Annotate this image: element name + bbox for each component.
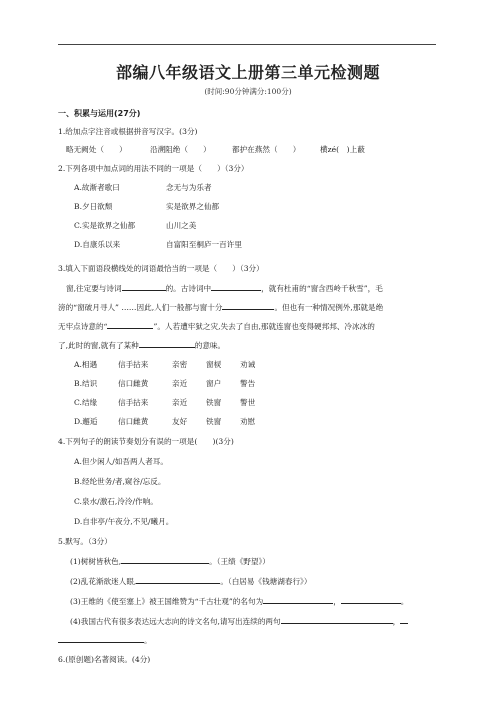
q2-option-pair: 自富阳至桐庐一百许里 (166, 240, 242, 249)
passage-text: ，就有杜甫的“窗含西岭千秋雪”，毛 (261, 284, 383, 293)
q4-option: C.泉水/激石,泠泠/作响。 (74, 497, 158, 506)
answer-blank[interactable] (400, 615, 408, 624)
answer-blank[interactable] (107, 320, 153, 329)
q2-option-pair: 山川之美 (166, 221, 197, 230)
answer-blank[interactable] (341, 595, 401, 604)
q3-option-word: 窗棂 (206, 360, 222, 369)
answer-blank[interactable] (136, 575, 220, 584)
passage-text: ”。人若遭牢狱之灾,失去了自由,那就连窗也变得硬邦邦、冷冰冰的 (153, 322, 375, 331)
q2-option: A.故渐者歌曰 (74, 183, 120, 192)
q3-option-word: 信口雌黄 (118, 379, 149, 388)
q3-option-word: 信手拈来 (118, 360, 149, 369)
punctuation: ， (333, 597, 341, 606)
q3-option-word: 警告 (240, 379, 256, 388)
q5-line (70, 575, 311, 587)
source-text: 。（白居易《钱塘湖春行》） (220, 577, 312, 586)
prompt-text: (2)乱花渐欲迷人眼, (70, 577, 137, 586)
q5-line (70, 595, 408, 607)
q3-option: B.结识 (74, 379, 98, 388)
answer-blank[interactable] (211, 282, 261, 291)
passage-text: 滂的“窗破月寻人” ……因此,人们一般都与窗十分 (58, 303, 223, 312)
header-rule (58, 44, 436, 45)
answer-blank[interactable] (122, 282, 166, 291)
answer-blank[interactable] (222, 301, 274, 310)
q4-option: D.自非亭/午夜分,不见/曦月。 (74, 517, 174, 526)
exam-info: (时间:90分钟满分:100分) (204, 87, 292, 96)
q3-option-word: 劝诫 (240, 360, 256, 369)
q1-item: 沿溯阻绝（ ） (150, 145, 211, 154)
punctuation: ， (392, 617, 401, 626)
q3-option: C.结缘 (74, 398, 98, 407)
passage-text: 的。古诗词中 (165, 284, 212, 293)
q4-option: A.但少闲人/如吾两人者耳。 (74, 457, 168, 466)
q3-passage-line (58, 320, 375, 332)
q3-option-word: 信口雌黄 (118, 417, 149, 426)
answer-blank[interactable] (58, 634, 144, 643)
q2-option: B.夕日欲颓 (74, 202, 113, 211)
punctuation: 。 (144, 636, 152, 645)
prompt-text: (3)王维的《使至塞上》被王国维赞为“千古壮观”的名句为 (70, 597, 264, 606)
q1-item: 略无阙处（ ） (66, 145, 127, 154)
punctuation: 。 (400, 597, 409, 606)
q3-passage-line (58, 339, 225, 351)
q1-stem: 1.给加点字注音或根据拼音写汉字。(3分) (58, 127, 198, 136)
passage-text: 无牢点诗意的“ (58, 322, 108, 331)
q2-option: D.自康乐以来 (74, 240, 121, 249)
passage-text: 。但也有一种情况例外,那就是绝 (274, 303, 384, 312)
q3-passage-line (58, 301, 383, 313)
q3-option: D.邂逅 (74, 417, 98, 426)
q4-stem: 4.下列句子的朗读节奏划分有误的一项是( )(3分) (58, 437, 234, 446)
q2-stem: 2.下列各项中加点词的用法不同的一项是（ ）（3分） (58, 164, 249, 173)
passage-text: 窗,往定要与诗词 (66, 284, 122, 293)
q3-option-word: 警世 (240, 398, 256, 407)
q3-passage-line (66, 282, 383, 294)
source-text: 。（王绩《野望》） (209, 557, 270, 566)
q4-option: B.经纶世务/者,窥谷/忘反。 (74, 477, 166, 486)
page-title: 部编八年级语文上册第三单元检测题 (115, 63, 380, 82)
prompt-text: (1)树树皆秋色, (70, 557, 122, 566)
q2-option-pair: 念无与为乐者 (166, 183, 212, 192)
answer-blank[interactable] (281, 615, 393, 624)
passage-text: 了,此时的窗,就有了某种 (58, 341, 139, 350)
section-heading: 一、积累与运用(27分) (58, 109, 141, 118)
passage-text: 的意味。 (194, 341, 226, 350)
q5-line (58, 634, 152, 646)
q3-option-word: 铁窗 (206, 417, 222, 426)
q5-line (70, 555, 270, 567)
q3-option-word: 铁窗 (206, 398, 222, 407)
q5-stem: 5.默写。（3分） (58, 537, 112, 546)
q1-item: 横zé( )上蔽 (320, 145, 365, 154)
q3-option-word: 友好 (172, 417, 188, 426)
q1-item: 都护在燕然（ ） (232, 145, 301, 154)
q5-line (70, 615, 408, 627)
q3-option-word: 信手拈来 (118, 398, 149, 407)
answer-blank[interactable] (139, 339, 195, 348)
q3-option-word: 亲近 (172, 398, 188, 407)
q2-option: C.实是欲界之仙都 (74, 221, 136, 230)
q3-option: A.相遇 (74, 360, 98, 369)
q3-option-word: 窗户 (206, 379, 222, 388)
q2-option-pair: 实是欲界之仙都 (166, 202, 220, 211)
answer-blank[interactable] (121, 555, 209, 564)
q3-option-word: 劝慰 (240, 417, 256, 426)
q3-option-word: 亲近 (172, 379, 188, 388)
prompt-text: (4)我国古代有很多表达远大志向的诗文名句,请写出连续的两句 (70, 617, 281, 626)
q3-stem: 3.填入下面语段横线处的词语最恰当的一项是（ ）（3分） (58, 264, 264, 273)
q6-stem: 6.(原创题)名著阅读。(4分) (58, 655, 151, 664)
q3-option-word: 亲密 (172, 360, 188, 369)
answer-blank[interactable] (263, 595, 333, 604)
